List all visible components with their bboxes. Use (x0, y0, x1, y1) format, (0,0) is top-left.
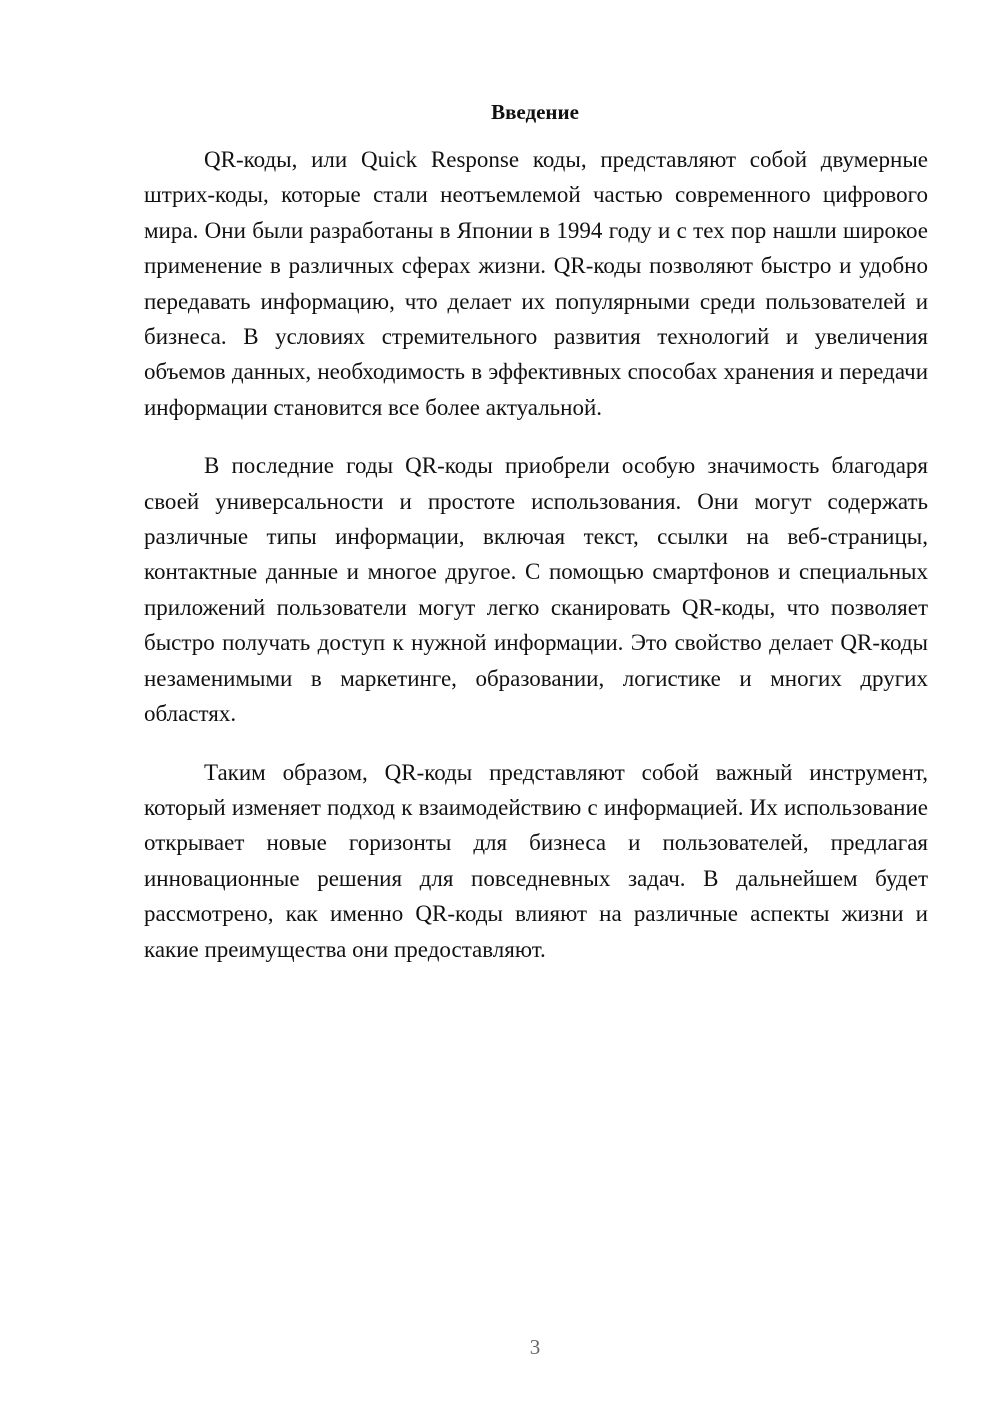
paragraph-3: Таким образом, QR-коды представляют собой важный инструмент, который изменяет подход к взаимодействию с информацией. Их использование открывает новые горизонты для бизнеса и пользователей, предлагая инновационные решения для повседневных задач. В дальнейшем будет рассмотрено, как именно QR-коды влияют на различные аспекты жизни и какие преимущества они предоставляют. (144, 759, 928, 962)
paragraph-1: QR-коды, или Quick Response коды, представляют собой двумерные штрих-коды, которые стали неотъемлемой частью современного цифрового мира. Они были разработаны в Японии в 1994 году и с тех пор нашли широкое применение в различных сферах жизни. QR-коды позволяют быстро и удобно передавать информацию, что делает их популярными среди пользователей и бизнеса. В условиях стремительного развития технологий и увеличения объемов данных, необходимость в эффективных способах хранения и передачи информации становится все более актуальной. (144, 147, 928, 420)
paragraph-2: В последние годы QR-коды приобрели особую значимость благодаря своей универсальности и простоте использования. Они могут содержать различные типы информации, включая текст, ссылки на веб-страницы, контактные данные и многое другое. С помощью смартфонов и специальных приложений пользователи могут легко сканировать QR-коды, что позволяет быстро получать доступ к нужной информации. Это свойство делает QR-коды незаменимыми в маркетинге, образовании, логистике и многих других областях. (144, 453, 928, 727)
page-number: 3 (529, 1335, 541, 1359)
body-text (144, 142, 928, 990)
section-title: Введение (491, 100, 579, 124)
